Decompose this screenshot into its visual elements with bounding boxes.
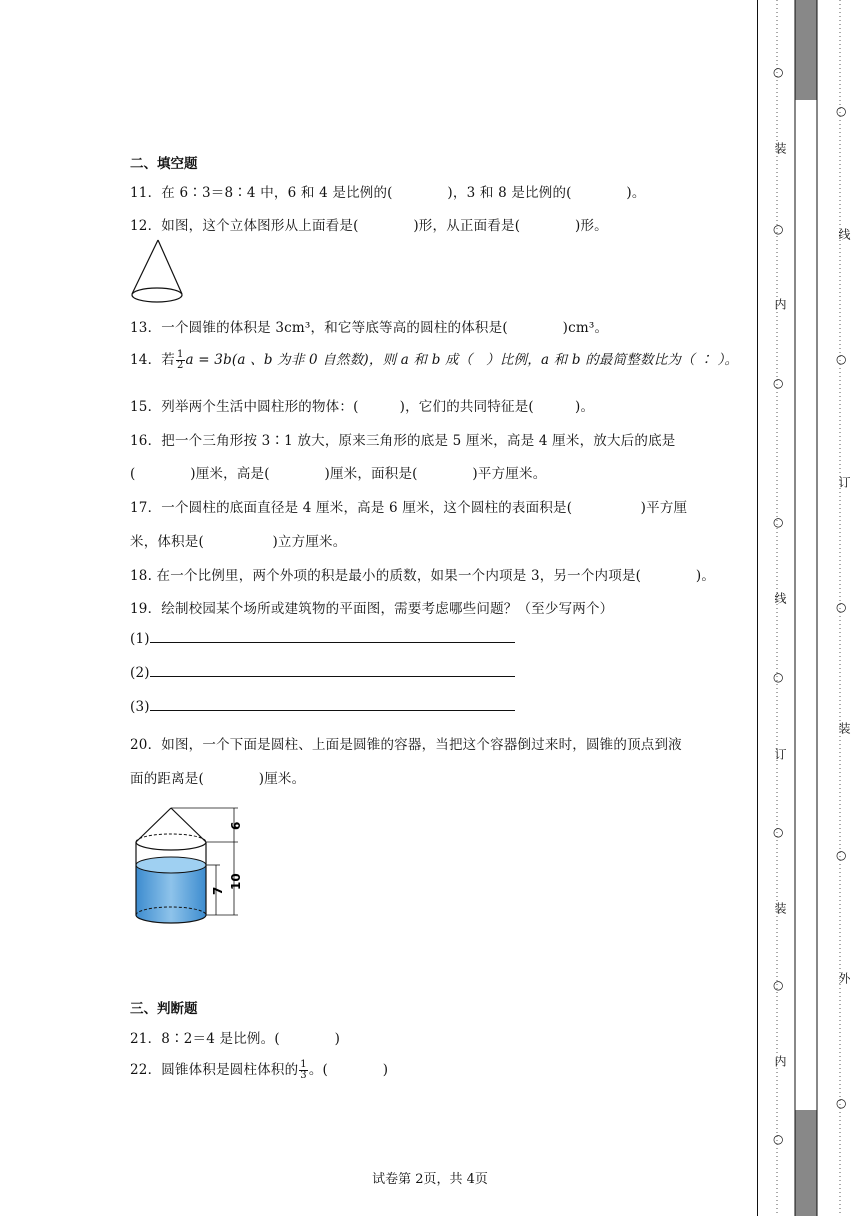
q14-fraction: $\frac{1}{2}$ xyxy=(176,349,184,371)
binding-circle: ○ xyxy=(773,376,784,390)
question-13: 13．一个圆锥的体积是 3cm³，和它等底等高的圆柱的体积是( )cm³。 xyxy=(130,320,609,336)
binding-circle: ○ xyxy=(773,222,784,236)
binding-label-inner-5: 装 xyxy=(773,902,787,914)
binding-label-outer-2: 订 xyxy=(837,476,851,488)
question-15: 15．列举两个生活中圆柱形的物体：( )，它们的共同特征是( )。 xyxy=(130,399,595,415)
binding-circle: ○ xyxy=(773,1132,784,1146)
binding-circle: ○ xyxy=(836,1096,847,1110)
binding-circle: ○ xyxy=(773,670,784,684)
question-14 xyxy=(130,348,738,371)
binding-circle: ○ xyxy=(773,515,784,529)
binding-label-inner-1: 装 xyxy=(773,142,787,154)
dim-7: 7 xyxy=(211,886,225,895)
binding-circle: ○ xyxy=(773,825,784,839)
section-title-fill-in: 二、填空题 xyxy=(130,156,198,172)
question-17-line1: 17．一个圆柱的底面直径是 4 厘米，高是 6 厘米，这个圆柱的表面积是( )平方厘 xyxy=(130,500,688,516)
answer-line-3[interactable]: (3) xyxy=(130,699,515,715)
binding-circle: ○ xyxy=(836,352,847,366)
question-12: 12．如图，这个立体图形从上面看是( )形，从正面看是( )形。 xyxy=(130,218,608,234)
answer-line-2[interactable]: (2) xyxy=(130,665,515,681)
binding-label-outer-3: 装 xyxy=(837,722,851,734)
question-20-line1: 20．如图，一个下面是圆柱、上面是圆锥的容器，当把这个容器倒过来时，圆锥的顶点到液 xyxy=(130,737,682,753)
q14-prefix: 14．若 xyxy=(130,352,175,368)
question-21: 21．8∶2＝4 是比例。( ) xyxy=(130,1031,341,1047)
binding-label-inner-6: 内 xyxy=(773,1055,787,1067)
q22-fraction: $\frac{1}{3}$ xyxy=(300,1059,307,1081)
container-figure xyxy=(130,800,250,935)
binding-circle: ○ xyxy=(836,848,847,862)
question-18: 18. 在一个比例里，两个外项的积是最小的质数，如果一个内项是 3，另一个内项是( )。 xyxy=(130,568,716,584)
binding-circle: ○ xyxy=(836,600,847,614)
page-footer: 试卷第 2页，共 4页 xyxy=(372,1172,488,1187)
section-title-judgement: 三、判断题 xyxy=(130,1001,198,1017)
question-16-line2: ( )厘米，高是( )厘米，面积是( )平方厘米。 xyxy=(130,466,547,482)
binding-label-inner-3: 线 xyxy=(773,592,787,604)
dim-10: 10 xyxy=(229,873,243,890)
binding-circle: ○ xyxy=(773,65,784,79)
question-22: 22．圆锥体积是圆柱体积的 $\frac{1}{3}$ 。( ) xyxy=(130,1059,389,1081)
question-11: 11．在 6∶3＝8∶4 中，6 和 4 是比例的( )，3 和 8 是比例的( )。 xyxy=(130,185,646,201)
binding-label-outer-1: 线 xyxy=(837,228,851,240)
binding-label-inner-2: 内 xyxy=(773,298,787,310)
question-20-line2: 面的距离是( )厘米。 xyxy=(130,771,306,787)
binding-label-inner-4: 订 xyxy=(773,748,787,760)
question-17-line2: 米，体积是( )立方厘米。 xyxy=(130,534,347,550)
cone-figure xyxy=(128,238,188,306)
dim-6: 6 xyxy=(229,821,243,830)
question-19: 19．绘制校园某个场所或建筑物的平面图，需要考虑哪些问题？（至少写两个） xyxy=(130,601,614,617)
binding-label-outer-4: 外 xyxy=(837,972,851,984)
binding-circle: ○ xyxy=(773,978,784,992)
answer-line-1[interactable]: (1) xyxy=(130,631,515,647)
binding-circle: ○ xyxy=(836,104,847,118)
q14-body: a = 3b(a 、b 为非 0 自然数)，则 a 和 b 成（ ）比例，a 和 b 的最简整数比为（ ∶ ）。 xyxy=(185,352,739,368)
question-16-line1: 16．把一个三角形按 3∶1 放大，原来三角形的底是 5 厘米，高是 4 厘米，放大后的底是 xyxy=(130,433,676,449)
